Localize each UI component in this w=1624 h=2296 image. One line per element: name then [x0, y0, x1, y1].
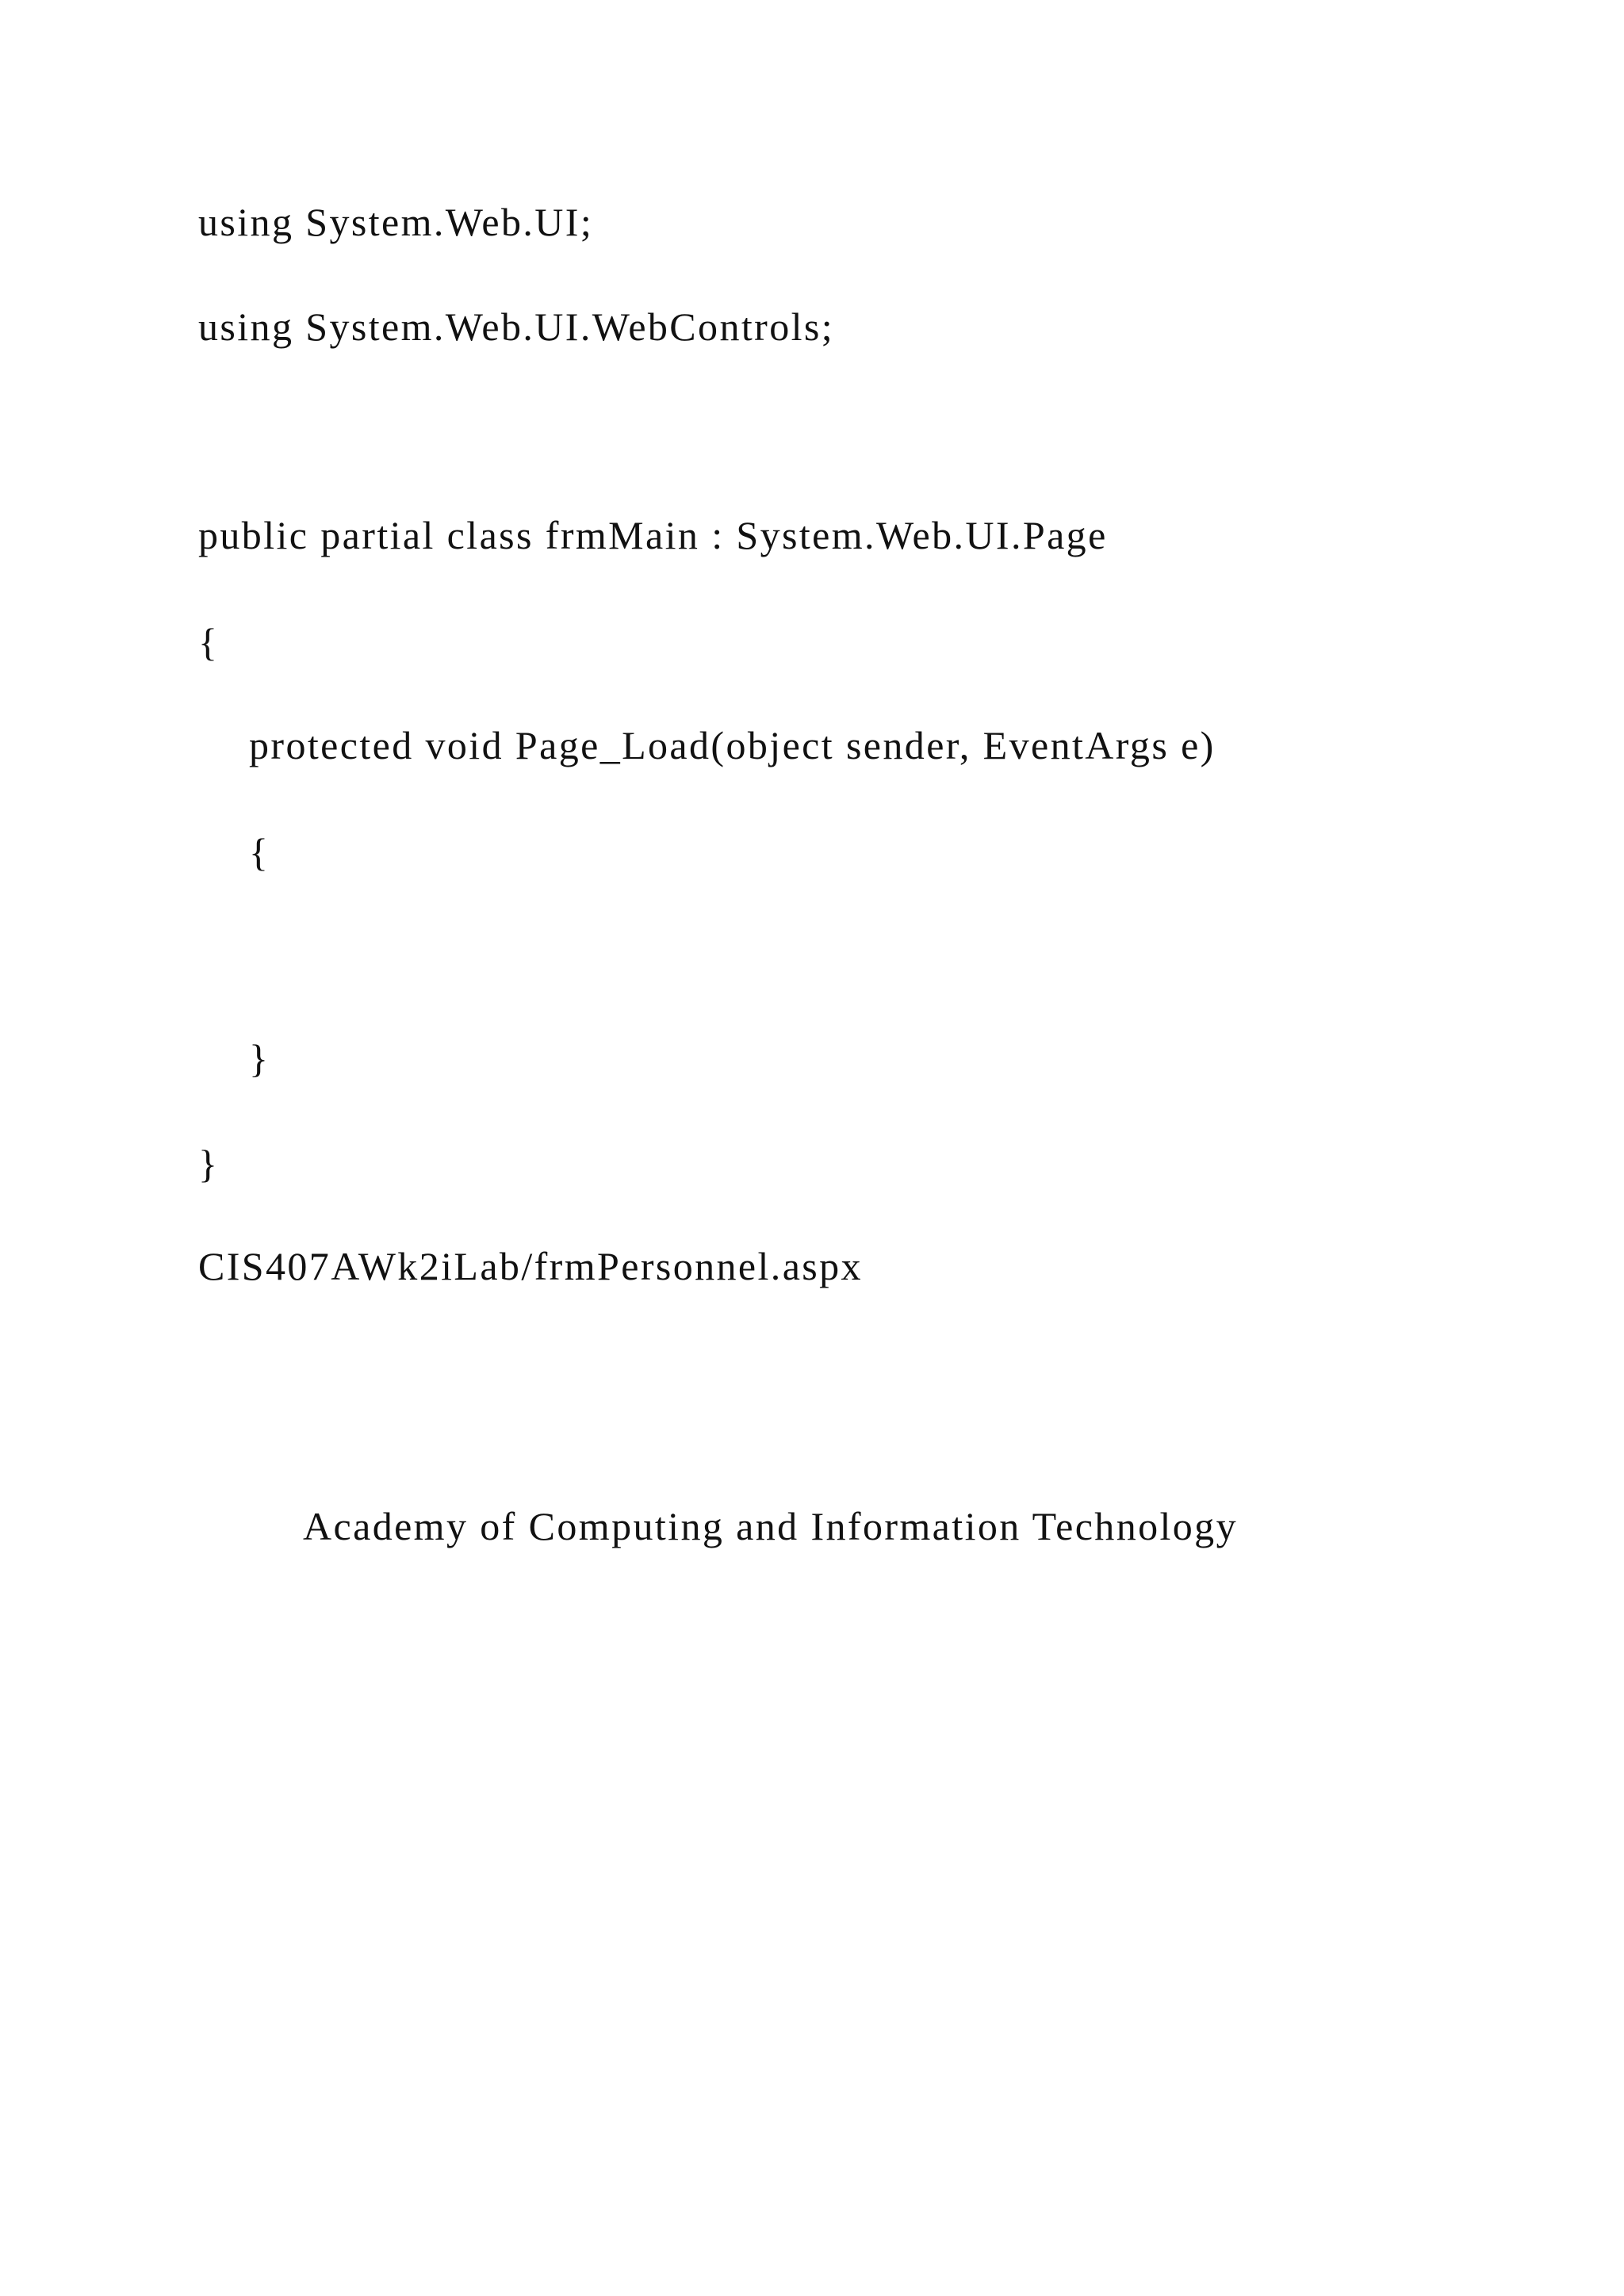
- code-line-using-webcontrols: using System.Web.UI.WebControls;: [198, 304, 835, 349]
- code-line-class-open-brace: {: [198, 620, 220, 664]
- code-line-class-close-brace: }: [198, 1142, 220, 1186]
- file-path-heading: CIS407AWk2iLab/frmPersonnel.aspx: [198, 1244, 863, 1288]
- code-line-class-declaration: public partial class frmMain : System.Web.UI.Page: [198, 513, 1108, 557]
- code-line-using-web-ui: using System.Web.UI;: [198, 200, 594, 244]
- code-line-method-close-brace: }: [249, 1036, 270, 1081]
- code-line-method-open-brace: {: [249, 830, 270, 874]
- code-line-page-load-method: protected void Page_Load(object sender, EventArgs e): [249, 723, 1216, 767]
- academy-title: Academy of Computing and Information Technology: [303, 1504, 1238, 1548]
